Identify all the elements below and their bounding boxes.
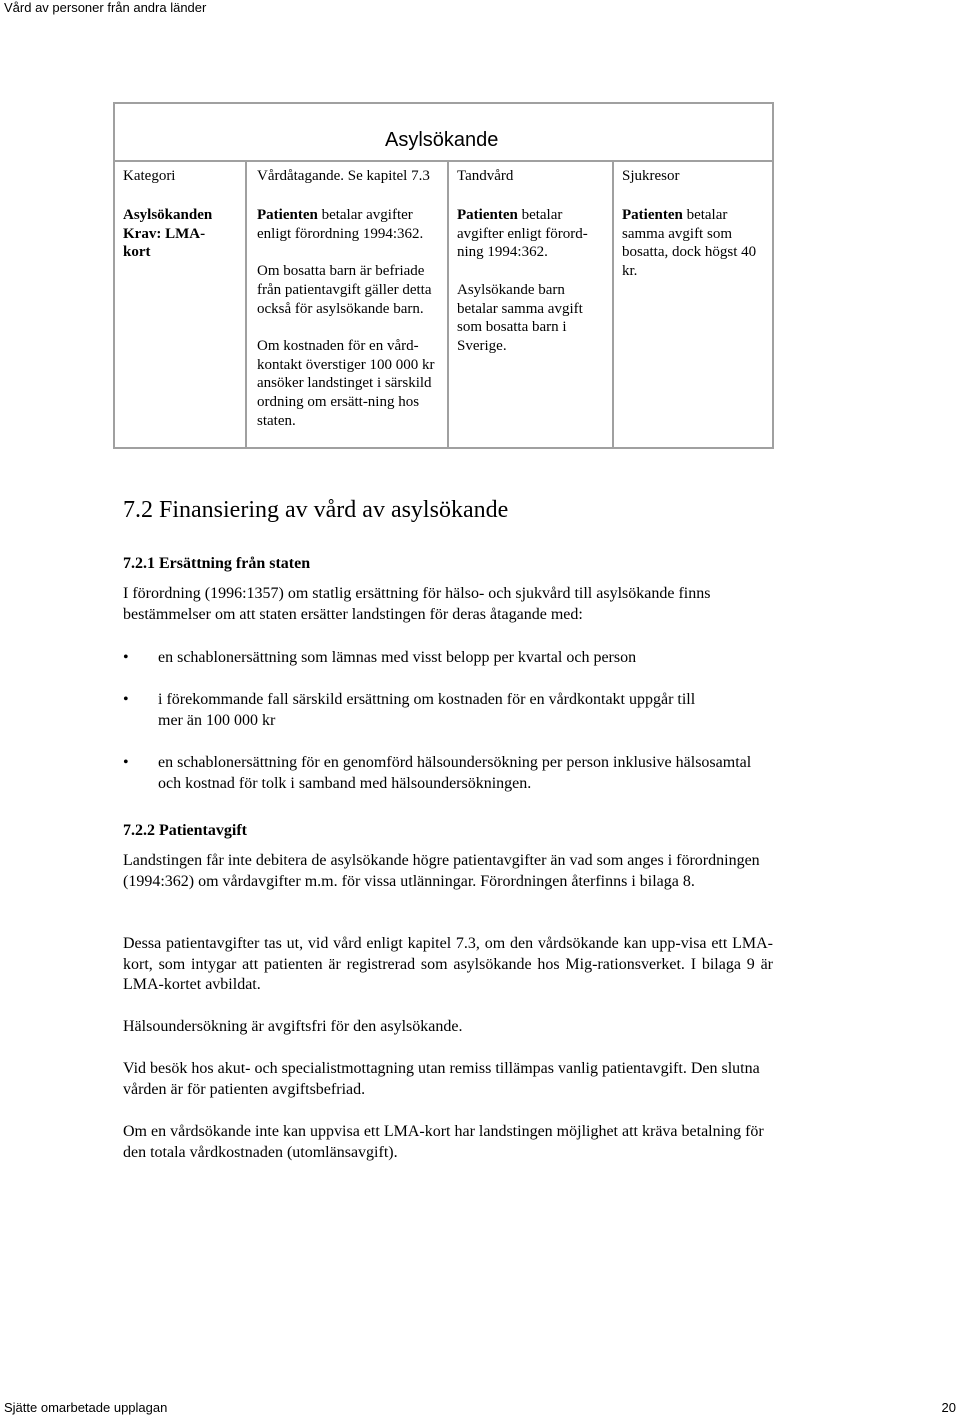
table-title: Asylsökande	[385, 129, 499, 151]
paragraph: Hälsoundersökning är avgiftsfri för den asylsökande.	[123, 1018, 463, 1035]
page-number: 20	[941, 1400, 956, 1415]
paragraph: Dessa patientavgifter tas ut, vid vård enligt kapitel 7.3, om den vårdsökande kan upp-visa ett LMA-kort, som intygar att patienten är registrerad som asylsökande hos Mig-rationsverket. I bilaga 9 är LMA-kortet avbildat.	[123, 935, 773, 993]
table-header-dental: Tandvård	[457, 168, 514, 184]
bold-term: Patienten	[257, 207, 318, 223]
section-heading: 7.2 Finansiering av vård av asylsökande	[123, 497, 509, 523]
subsection-heading: 7.2.1 Ersättning från staten	[123, 555, 311, 572]
paragraph: Vid besök hos akut- och specialistmottagning utan remiss tillämpas vanlig patientavgift. Den slutna vården är för patienten avgiftsbefriad.	[123, 1060, 760, 1098]
list-item-text: en schablonersättning som lämnas med visst belopp per kvartal och person	[158, 649, 637, 666]
category-line: Asylsökanden	[123, 207, 213, 223]
list-item-text: en schablonersättning för en genomförd hälsoundersökning per person inklusive hälsosamtal och kostnad för tolk i samband med hälsoundersökningen.	[158, 754, 752, 792]
dental-paragraph	[457, 206, 607, 262]
table-divider	[612, 160, 614, 449]
bullet-icon: •	[123, 649, 129, 666]
bullet-icon: •	[123, 754, 129, 771]
transport-paragraph	[622, 206, 762, 281]
table-body-box	[113, 160, 774, 449]
transport-text: betalar samma avgift som bosatta, dock högst 40 kr.	[622, 207, 757, 280]
table-cell-transport	[622, 206, 762, 300]
table-divider	[447, 160, 449, 449]
paragraph: Om en vårdsökande inte kan uppvisa ett LMA-kort har landstingen möjlighet att kräva betalning för den totala vårdkostnaden (utomlänsavgift).	[123, 1123, 764, 1161]
subsection-heading: 7.2.2 Patientavgift	[123, 822, 247, 839]
paragraph: I förordning (1996:1357) om statlig ersättning för hälso- och sjukvård till asylsökande finns bestämmelser om att staten ersätter landstingen för deras åtagande med:	[123, 585, 711, 623]
table-header-care: Vårdåtagande. Se kapitel 7.3	[257, 168, 430, 184]
category-line: kort	[123, 244, 151, 261]
paragraph: Landstingen får inte debitera de asylsökande högre patientavgifter än vad som anges i förordningen (1994:362) om vårdavgifter m.m. för vissa utlänningar. Förordningen återfinns i bilaga 8.	[123, 852, 760, 890]
dental-text: betalar avgifter enligt förord-ning 1994:362.	[457, 207, 588, 261]
list-item-text: i förekommande fall särskild ersättning om kostnaden för en vårdkontakt uppgår till mer än 100 000 kr	[158, 691, 696, 729]
dental-paragraph: Asylsökande barn betalar samma avgift som bosatta barn i Sverige.	[457, 281, 583, 354]
category-line: Krav: LMA-	[123, 225, 206, 242]
table-divider	[245, 160, 247, 449]
bold-term: Patienten	[622, 207, 683, 223]
table-cell-care	[257, 206, 442, 449]
bullet-icon: •	[123, 691, 129, 708]
bold-term: Patienten	[457, 207, 518, 223]
table-cell-category	[123, 206, 243, 262]
table-cell-dental	[457, 206, 607, 374]
footer-edition: Sjätte omarbetade upplagan	[4, 1400, 168, 1415]
care-text: betalar avgifter enligt förordning 1994:362.	[257, 207, 424, 242]
running-header: Vård av personer från andra länder	[4, 0, 207, 15]
care-paragraph	[257, 206, 442, 243]
care-paragraph: Om bosatta barn är befriade från patientavgift gäller detta också för asylsökande barn.	[257, 263, 432, 317]
table-header-transport: Sjukresor	[622, 168, 680, 184]
care-paragraph: Om kostnaden för en vård-kontakt överstiger 100 000 kr ansöker landstinget i särskild ordning om ersätt-ning hos staten.	[257, 337, 435, 429]
table-header-category: Kategori	[123, 168, 176, 184]
